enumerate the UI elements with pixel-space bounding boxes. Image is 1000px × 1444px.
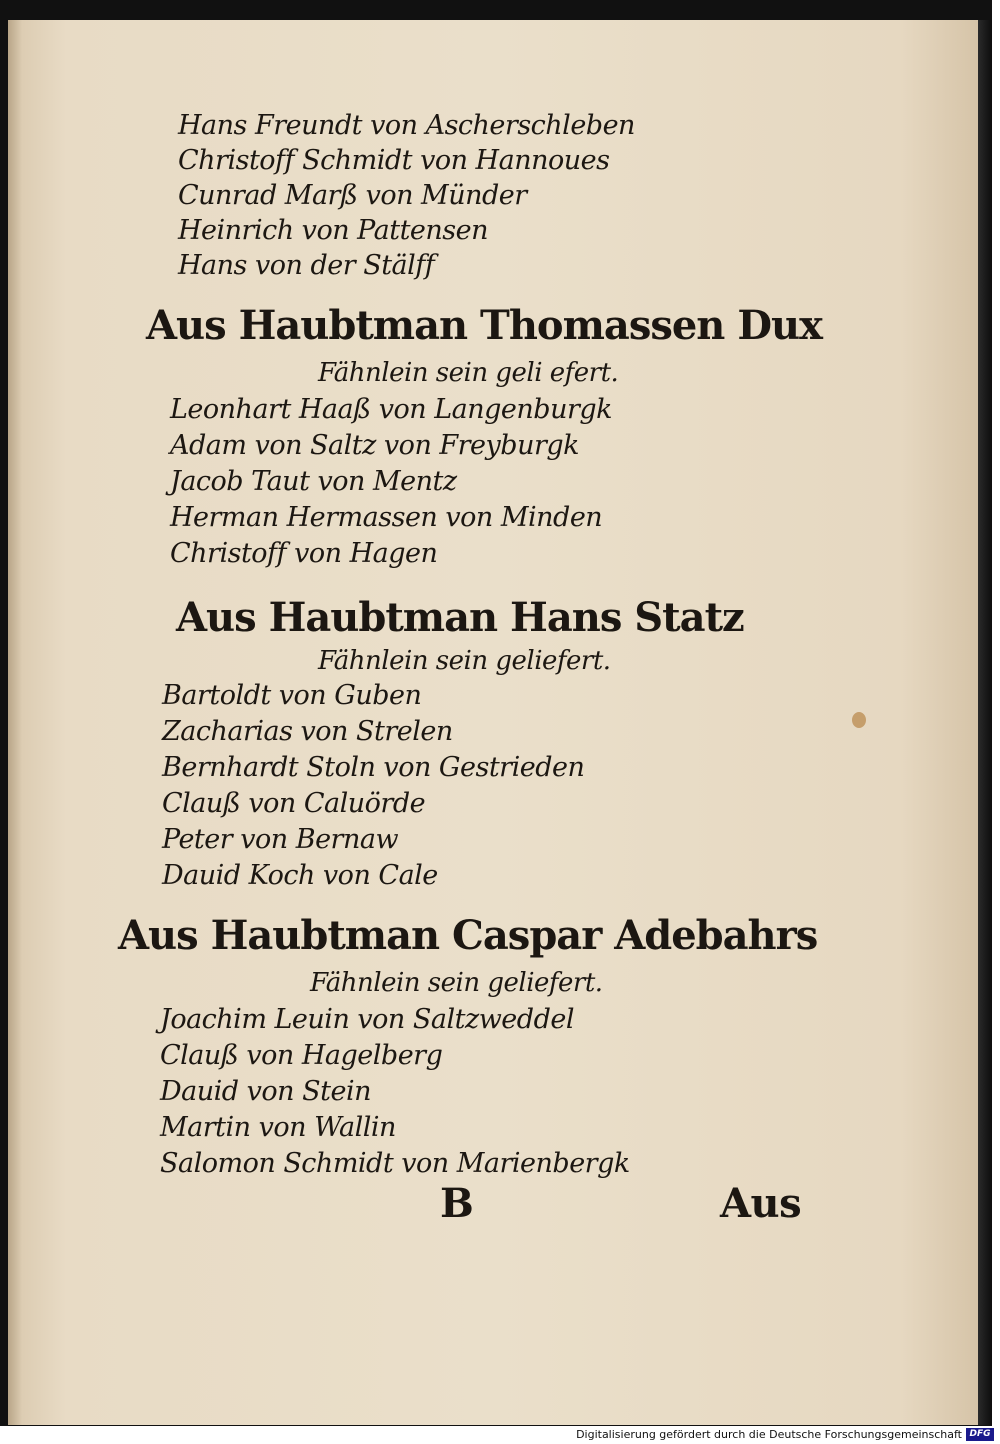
footer-credit: Digitalisierung gefördert durch die Deutsche Forschungsgemeinschaft: [576, 1428, 962, 1441]
paper-stain: [852, 712, 866, 728]
text-line: Christoff Schmidt von Hannoues: [178, 145, 610, 176]
text-line: Joachim Leuin von Saltzweddel: [160, 1004, 574, 1035]
scan-right-edge: [978, 20, 992, 1425]
text-line: Heinrich von Pattensen: [178, 215, 489, 246]
text-line: Bartoldt von Guben: [162, 680, 422, 711]
section-heading: Aus Haubtman Caspar Adebahrs: [118, 912, 818, 959]
book-page: [8, 20, 978, 1425]
text-line: Leonhart Haaß von Langenburgk: [170, 394, 613, 425]
text-line: Martin von Wallin: [160, 1112, 396, 1143]
section-subheading: Fähnlein sein geli efert.: [318, 358, 619, 388]
text-line: Adam von Saltz von Freyburgk: [170, 430, 580, 461]
text-line: Christoff von Hagen: [170, 538, 438, 569]
digitization-footer: [0, 1426, 1000, 1444]
text-line: Dauid von Stein: [160, 1076, 371, 1107]
section-subheading: Fähnlein sein geliefert.: [318, 646, 611, 676]
dfg-logo-icon: DFG: [966, 1428, 994, 1441]
text-line: Herman Hermassen von Minden: [170, 502, 603, 533]
text-line: Hans Freundt von Ascherschleben: [178, 110, 635, 141]
text-line: Jacob Taut von Mentz: [170, 466, 457, 497]
page-spine-shadow: [8, 20, 22, 1425]
text-line: Salomon Schmidt von Marienbergk: [160, 1148, 630, 1179]
text-line: Bernhardt Stoln von Gestrieden: [162, 752, 585, 783]
section-subheading: Fähnlein sein geliefert.: [310, 968, 603, 998]
text-line: Cunrad Marß von Münder: [178, 180, 527, 211]
section-heading: Aus Haubtman Thomassen Dux: [146, 302, 822, 349]
section-heading: Aus Haubtman Hans Statz: [176, 594, 744, 641]
text-line: Zacharias von Strelen: [162, 716, 453, 747]
text-line: Peter von Bernaw: [162, 824, 399, 855]
signature-mark: B: [440, 1180, 474, 1227]
text-line: Clauß von Hagelberg: [160, 1040, 443, 1071]
catchword: Aus: [720, 1180, 802, 1227]
text-line: Clauß von Caluörde: [162, 788, 426, 819]
text-line: Hans von der Stälff: [178, 250, 435, 281]
text-line: Dauid Koch von Cale: [162, 860, 438, 891]
